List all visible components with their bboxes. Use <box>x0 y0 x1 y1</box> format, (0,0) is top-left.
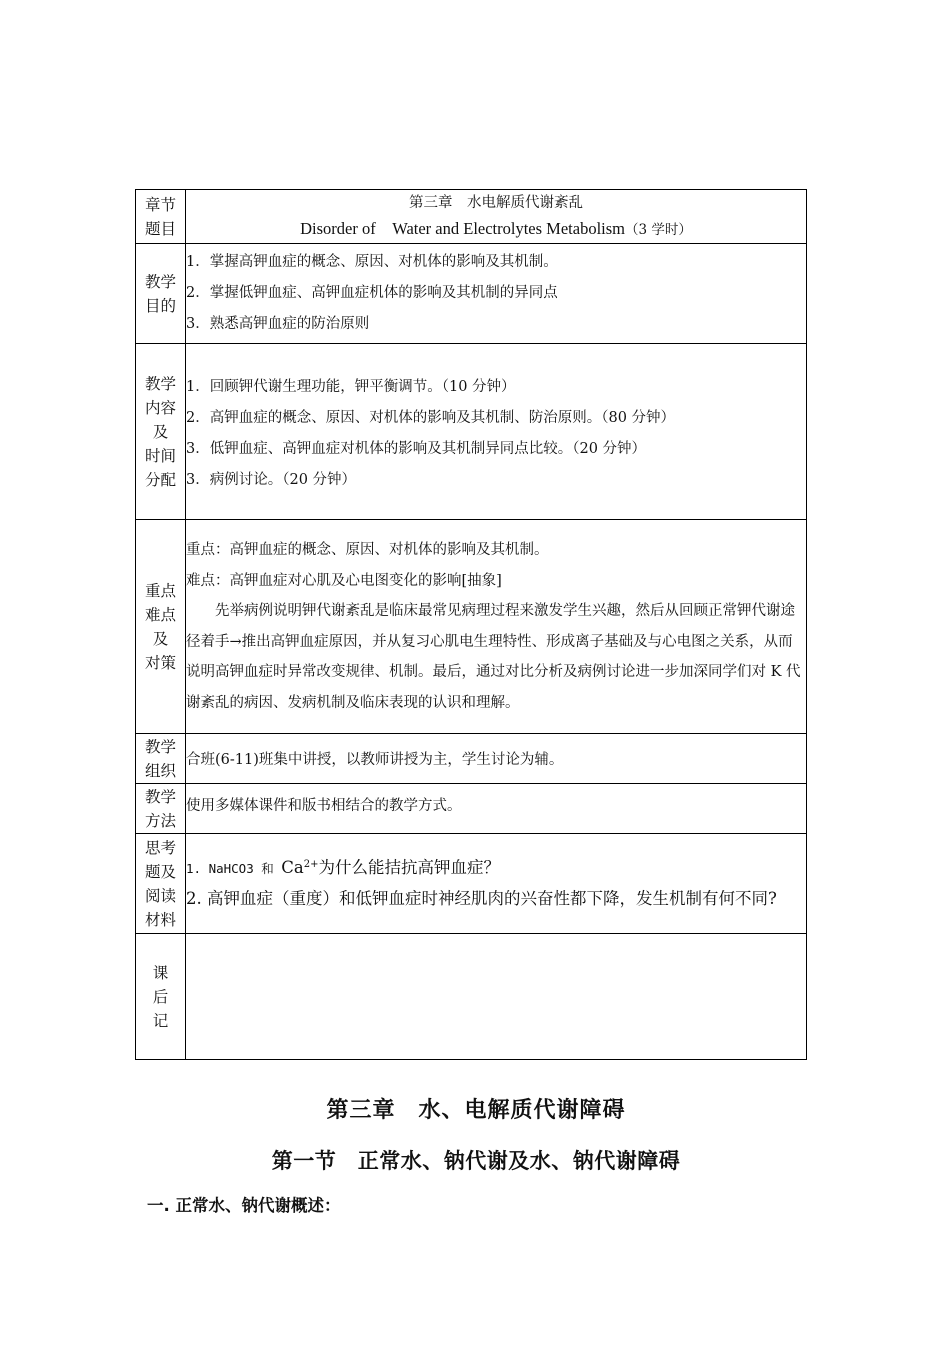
section-heading: 第一节 正常水、钠代谢及水、钠代谢障碍 <box>271 1149 681 1173</box>
row-questions <box>136 834 807 934</box>
question-2: 2. 高钾血症（重度）和低钾血症时神经肌肉的兴奋性都下降，发生机制有何不同? <box>186 889 777 908</box>
objective-item: 2．掌握低钾血症、高钾血症机体的影响及其机制的异同点 <box>186 285 558 301</box>
content-item: 3．病例讨论。（20 分钟） <box>186 472 357 488</box>
content-time-cell <box>186 344 807 520</box>
key-point: 重点：高钾血症的概念、原因、对机体的影响及其机制。 <box>186 542 549 558</box>
chapter-title-cn: 第三章 水电解质代谢紊乱 <box>409 195 583 211</box>
notes-cell <box>186 934 807 1060</box>
chapter-title-en-line <box>186 216 806 243</box>
row-objectives <box>136 244 807 344</box>
method-cell: 使用多媒体课件和版书相结合的教学方式。 <box>186 784 807 834</box>
organization-cell: 合班(6-11)班集中讲授，以教师讲授为主，学生讨论为辅。 <box>186 734 807 784</box>
lesson-plan-table <box>135 189 807 1060</box>
chapter-title-hours: （3 学时） <box>625 222 692 238</box>
key-difficulty-cell <box>186 520 807 734</box>
label-content-time: 教学 内容 及 时间 分配 <box>136 344 186 520</box>
label-organization: 教学 组织 <box>136 734 186 784</box>
label-key-difficulty: 重点 难点 及 对策 <box>136 520 186 734</box>
content-item: 2．高钾血症的概念、原因、对机体的影响及其机制、防治原则。（80 分钟） <box>186 410 676 426</box>
difficulty: 难点：高钾血症对心肌及心电图变化的影响[抽象] <box>186 572 502 589</box>
chapter-title-en: Disorder of Water and Electrolytes Metabolism <box>300 219 626 238</box>
strategy-paragraph: 先举病例说明钾代谢紊乱是临床最常见病理过程来激发学生兴趣，然后从回顾正常钾代谢途径着手→推出高钾血症原因，并从复习心肌电生理特性、形成离子基础及与心电图之关系，从而说明高钾血症时异常改变规律、机制。最后，通过对比分析及病例讨论进一步加深同学们对 K 代谢紊乱的病因、发病机制及临床表现的认识和理解。 <box>186 603 801 711</box>
label-questions: 思考 题及 阅读 材料 <box>136 834 186 934</box>
content-item: 3．低钾血症、高钾血症对机体的影响及其机制异同点比较。（20 分钟） <box>186 441 647 457</box>
chapter-heading: 第三章 水、电解质代谢障碍 <box>326 1098 626 1123</box>
label-chapter-title: 章节 题目 <box>136 190 186 244</box>
row-notes <box>136 934 807 1060</box>
label-notes: 课 后 记 <box>136 934 186 1060</box>
row-chapter-title <box>136 190 807 244</box>
label-method: 教学 方法 <box>136 784 186 834</box>
row-method <box>136 784 807 834</box>
label-objectives: 教学 目的 <box>136 244 186 344</box>
subsection-heading: 一. 正常水、钠代谢概述： <box>147 1196 341 1215</box>
objective-item: 3．熟悉高钾血症的防治原则 <box>186 316 370 332</box>
row-organization <box>136 734 807 784</box>
chapter-title-cell <box>186 190 807 244</box>
objective-item: 1．掌握高钾血症的概念、原因、对机体的影响及其机制。 <box>186 254 558 270</box>
question-1: 1. NaHCO3 和 $Ca^{2+}$为什么能拮抗高钾血症？ <box>186 858 501 877</box>
objectives-cell <box>186 244 807 344</box>
content-item: 1．回顾钾代谢生理功能，钾平衡调节。（10 分钟） <box>186 379 516 395</box>
questions-cell <box>186 834 807 934</box>
row-key-difficulty <box>136 520 807 734</box>
row-content-time <box>136 344 807 520</box>
